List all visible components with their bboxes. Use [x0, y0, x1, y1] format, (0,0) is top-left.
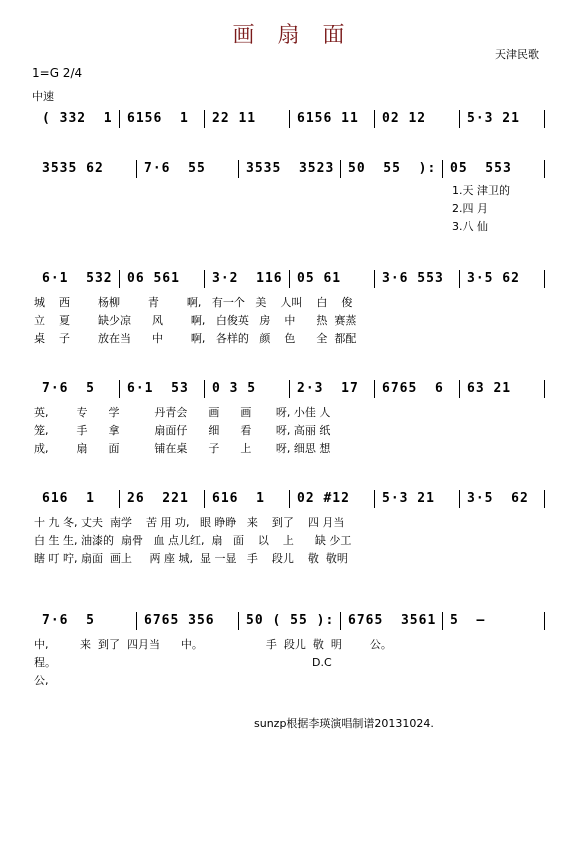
system-6 [34, 612, 544, 634]
lyric-s3-v1: 城 西 杨柳 青 啊, 有一个 美 人叫 白 俊 [34, 296, 353, 309]
measure: 2·3 17 [297, 381, 359, 396]
barline [544, 380, 545, 398]
barline [459, 380, 460, 398]
system-2 [34, 160, 544, 182]
da-capo-mark: D.C [312, 656, 332, 669]
measure: 63 21 [467, 381, 512, 396]
measure: 6·1 53 [127, 381, 189, 396]
measure: 02 #12 [297, 491, 350, 506]
barline [459, 490, 460, 508]
barline [289, 490, 290, 508]
barline [119, 270, 120, 288]
lyric-s6-v3: 公, [34, 674, 49, 687]
lyric-s3-v2: 立 夏 缺少凉 风 啊, 白俊英 房 中 热 赛蒸 [34, 314, 357, 327]
key-signature: 1=G 2/4 [32, 66, 83, 80]
barline [238, 160, 239, 178]
measure: 50 ( 55 ): [246, 613, 335, 628]
barline [289, 380, 290, 398]
measure: 0 3 5 [212, 381, 257, 396]
lyric-s5-v3: 瞎 叮 咛, 扇面 画上 两 座 城, 显 一显 手 段儿 敬 敬明 [34, 552, 348, 565]
measure: 50 55 ): [348, 161, 437, 176]
measure: 02 12 [382, 111, 427, 126]
system-4 [34, 380, 544, 402]
measure: 6765 6 [382, 381, 444, 396]
lyric-s4-v2: 笼, 手 拿 扇面仔 细 看 呀, 高丽 纸 [34, 424, 331, 437]
measure: 6765 356 [144, 613, 215, 628]
barline [136, 160, 137, 178]
measure: 5 – [450, 613, 486, 628]
credit-line: sunzp根据李瑛演唱制谱20131024. [254, 717, 434, 730]
measure: 26 221 [127, 491, 189, 506]
measure: 22 11 [212, 111, 257, 126]
lyric-s6-v2: 程。 [34, 656, 56, 669]
measure: 5·3 21 [382, 491, 435, 506]
measure: 7·6 55 [144, 161, 206, 176]
song-source: 天津民歌 [495, 48, 539, 61]
barline [544, 490, 545, 508]
barline [374, 380, 375, 398]
measure: 3535 3523 [246, 161, 335, 176]
barline [340, 160, 341, 178]
measure: 6156 11 [297, 111, 359, 126]
verse-num-1: 1.天 津卫的 [452, 184, 510, 197]
barline [204, 490, 205, 508]
lyric-s3-v3: 桌 子 放在当 中 啊, 各样的 颜 色 全 都配 [34, 332, 357, 345]
barline [289, 270, 290, 288]
barline [340, 612, 341, 630]
barline [442, 612, 443, 630]
measure: ( 332 1 [42, 111, 113, 126]
lyric-s6-v1: 中, 来 到了 四月当 中。 手 段儿 敬 明 公。 [34, 638, 392, 651]
song-title: 画 扇 面 [232, 23, 353, 48]
measure: 6765 3561 [348, 613, 437, 628]
barline [136, 612, 137, 630]
barline [238, 612, 239, 630]
measure: 05 61 [297, 271, 342, 286]
barline [544, 110, 545, 128]
measure: 7·6 5 [42, 613, 95, 628]
measure: 616 1 [212, 491, 265, 506]
measure: 3·6 553 [382, 271, 444, 286]
measure: 5·3 21 [467, 111, 520, 126]
barline [459, 110, 460, 128]
verse-num-2: 2.四 月 [452, 202, 488, 215]
tempo-marking: 中速 [32, 90, 54, 103]
measure: 3535 62 [42, 161, 104, 176]
measure: 7·6 5 [42, 381, 95, 396]
barline [119, 380, 120, 398]
barline [374, 270, 375, 288]
barline [204, 380, 205, 398]
barline [442, 160, 443, 178]
system-5 [34, 490, 544, 512]
barline [204, 110, 205, 128]
measure: 3·2 116 [212, 271, 283, 286]
lyric-s4-v1: 英, 专 学 丹青会 画 画 呀, 小佳 人 [34, 406, 331, 419]
barline [544, 612, 545, 630]
barline [119, 110, 120, 128]
measure: 3·5 62 [467, 271, 520, 286]
barline [544, 160, 545, 178]
barline [459, 270, 460, 288]
measure: 3·5 62 [467, 491, 529, 506]
barline [374, 110, 375, 128]
barline [544, 270, 545, 288]
measure: 6156 1 [127, 111, 189, 126]
measure: 6·1 532 [42, 271, 113, 286]
lyric-s4-v3: 成, 扇 面 铺在桌 子 上 呀, 细思 想 [34, 442, 331, 455]
barline [289, 110, 290, 128]
lyric-s5-v1: 十 九 冬, 丈夫 南学 苦 用 功, 眼 睁睁 来 到了 四 月当 [34, 516, 345, 529]
measure: 616 1 [42, 491, 95, 506]
system-1 [34, 110, 544, 132]
measure: 05 553 [450, 161, 512, 176]
verse-numbers [452, 182, 510, 236]
lyric-s5-v2: 白 生 生, 油漆的 扇骨 血 点儿红, 扇 面 以 上 缺 少工 [34, 534, 352, 547]
barline [374, 490, 375, 508]
system-3 [34, 270, 544, 292]
barline [119, 490, 120, 508]
barline [204, 270, 205, 288]
verse-num-3: 3.八 仙 [452, 220, 488, 233]
measure: 06 561 [127, 271, 180, 286]
